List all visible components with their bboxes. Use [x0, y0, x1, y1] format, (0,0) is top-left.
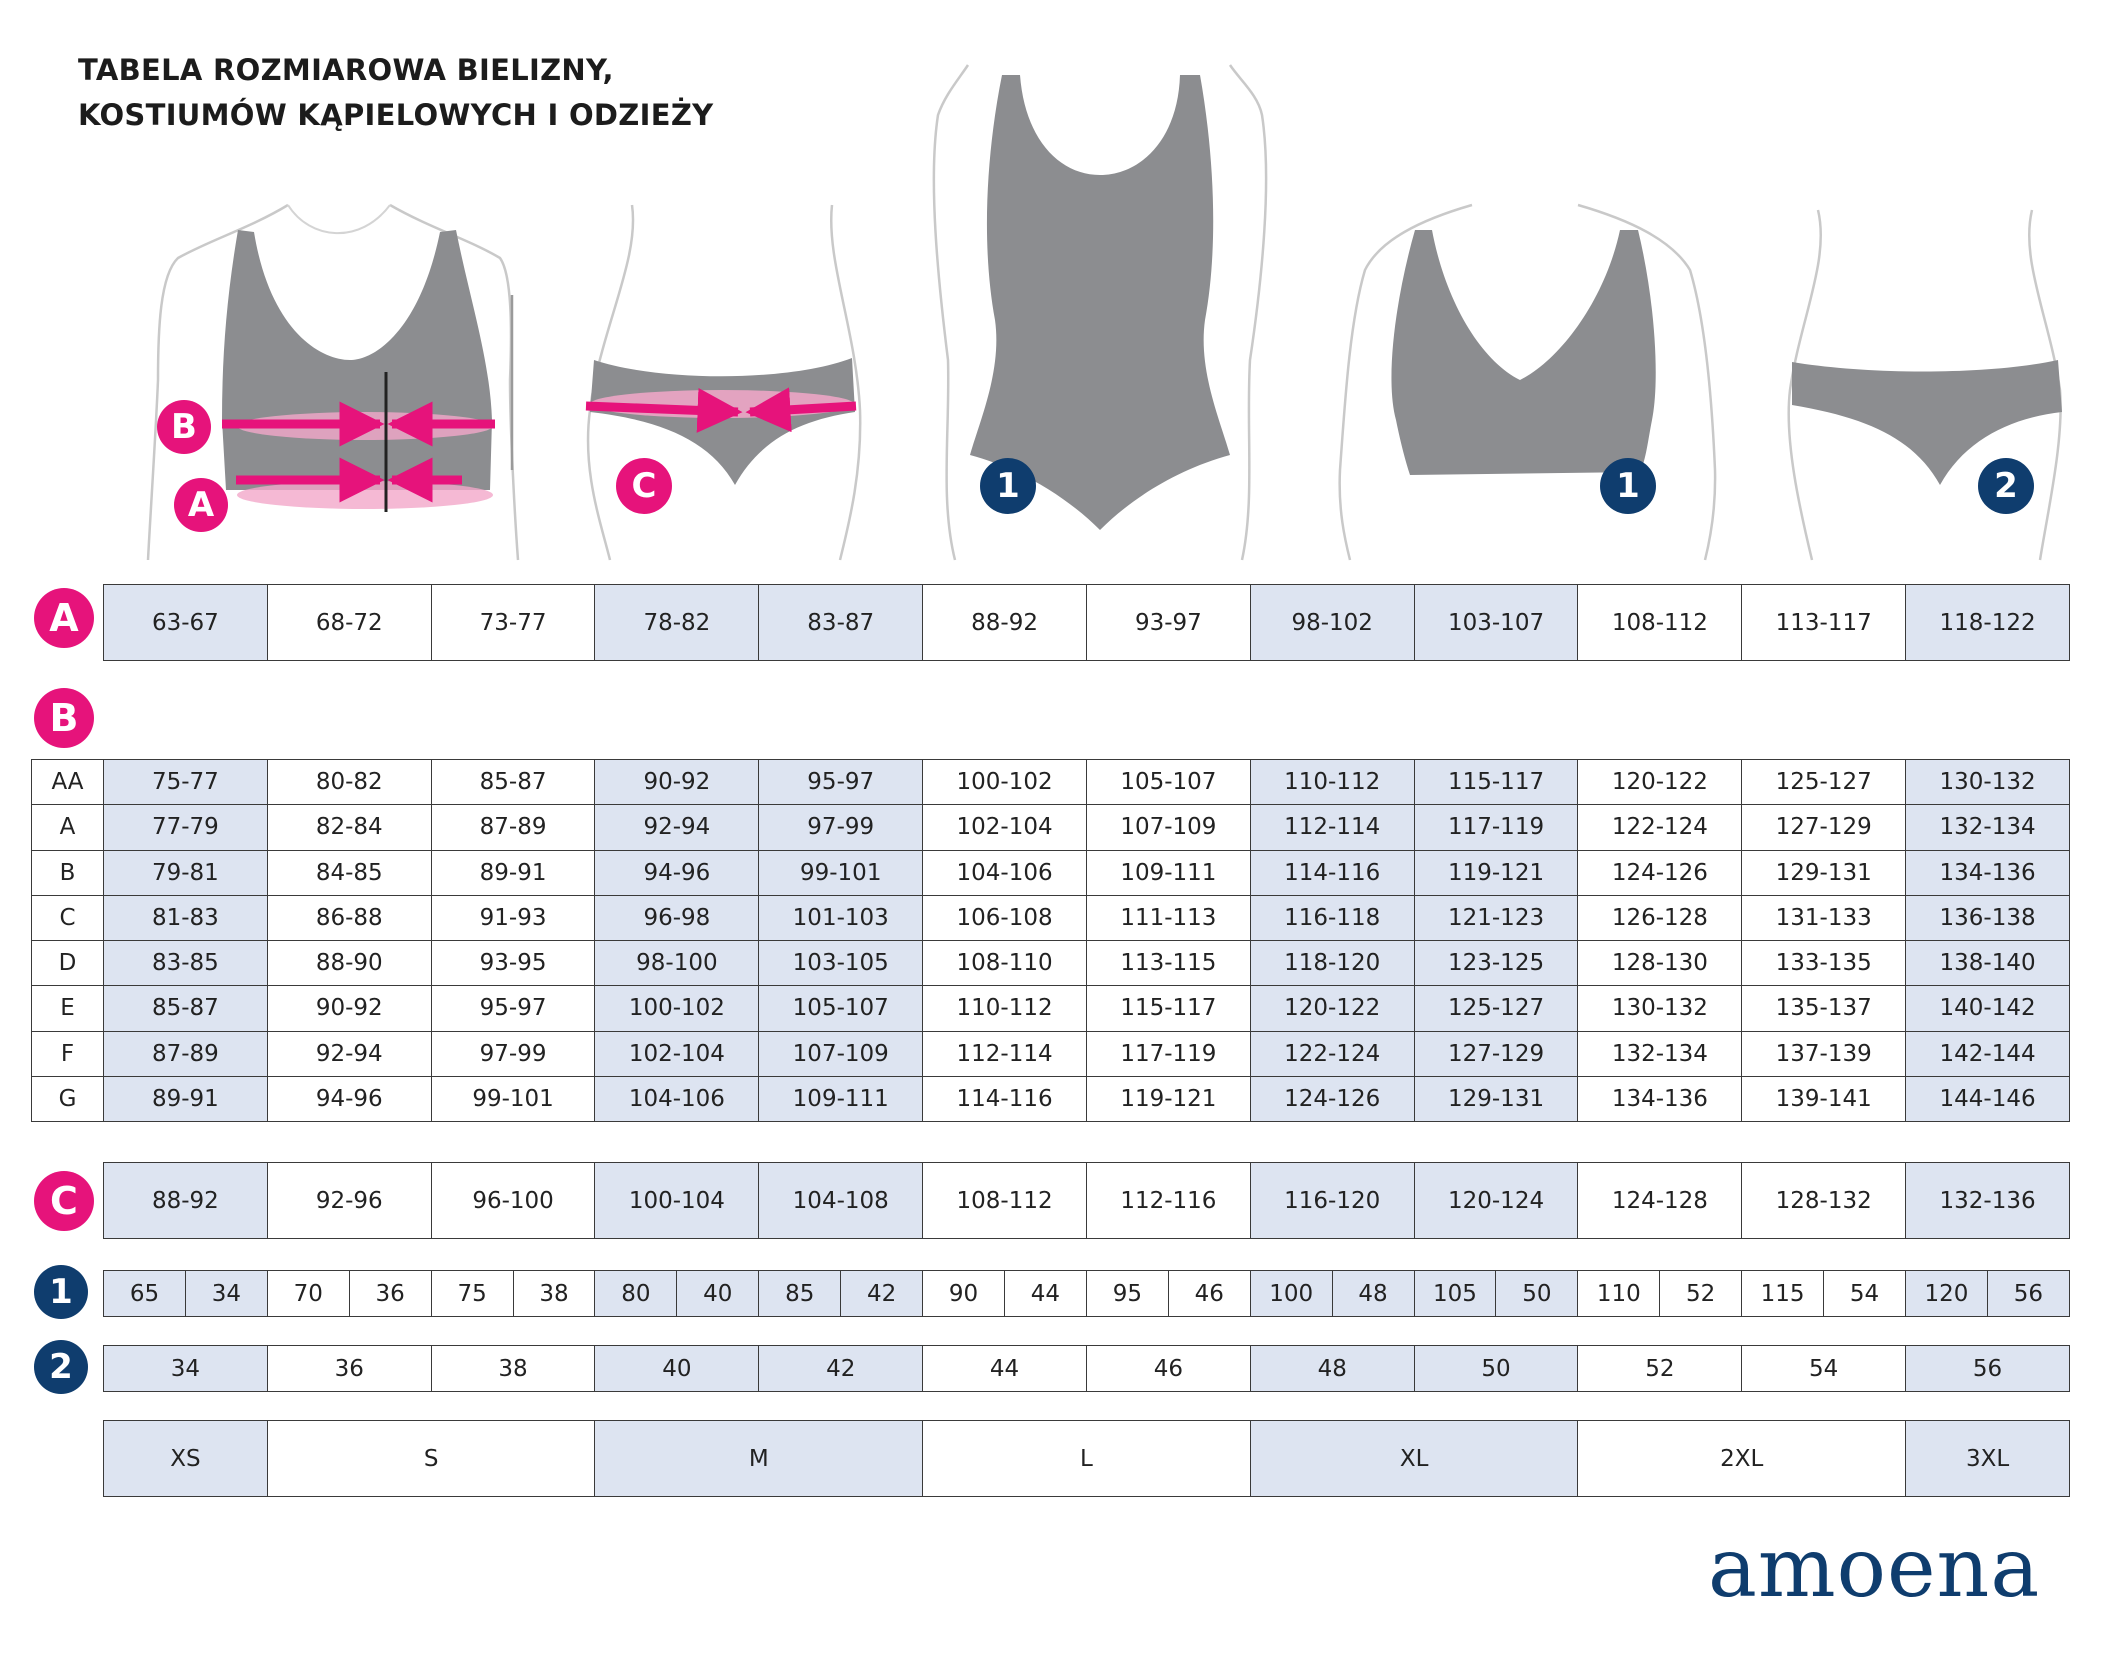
- swimwear-size-cell: 54: [1824, 1271, 1906, 1317]
- hip-cell: 92-96: [267, 1163, 431, 1239]
- bust-cell: 124-126: [1250, 1076, 1414, 1121]
- bust-cell: 124-126: [1578, 850, 1742, 895]
- bust-cell: 97-99: [431, 1031, 595, 1076]
- bust-cell: 134-136: [1578, 1076, 1742, 1121]
- badge-1-bra: 1: [1600, 458, 1656, 514]
- hip-cell: 88-92: [104, 1163, 268, 1239]
- bust-cell: 94-96: [267, 1076, 431, 1121]
- underbust-cell: 113-117: [1742, 585, 1906, 661]
- underbust-cell: 63-67: [104, 585, 268, 661]
- swimwear-size-cell: 100: [1250, 1271, 1332, 1317]
- bust-cell: 136-138: [1906, 895, 2070, 940]
- brief-size-cell: 36: [267, 1346, 431, 1392]
- hip-cell: 108-112: [923, 1163, 1087, 1239]
- swimwear-size-cell: 42: [841, 1271, 923, 1317]
- swimwear-size-cell: 50: [1496, 1271, 1578, 1317]
- brief-size-cell: 46: [1086, 1346, 1250, 1392]
- table-row: [104, 1163, 2070, 1239]
- cup-size-label: C: [32, 895, 104, 940]
- bust-cell: 107-109: [759, 1031, 923, 1076]
- bust-cell: 100-102: [595, 986, 759, 1031]
- swimwear-size-cell: 36: [349, 1271, 431, 1317]
- bust-cell: 112-114: [923, 1031, 1087, 1076]
- brief-size-cell: 56: [1906, 1346, 2070, 1392]
- bust-cell: 122-124: [1250, 1031, 1414, 1076]
- brief-size-cell: 44: [923, 1346, 1087, 1392]
- swimwear-size-cell: 70: [267, 1271, 349, 1317]
- bust-cell: 97-99: [759, 805, 923, 850]
- bust-cell: 99-101: [431, 1076, 595, 1121]
- badge-1-row: 1: [34, 1265, 88, 1319]
- bust-cell: 102-104: [923, 805, 1087, 850]
- underbust-cell: 108-112: [1578, 585, 1742, 661]
- bust-cell: 119-121: [1414, 850, 1578, 895]
- bust-cell: 121-123: [1414, 895, 1578, 940]
- bust-cell: 89-91: [104, 1076, 268, 1121]
- swimwear-size-cell: 75: [431, 1271, 513, 1317]
- bust-cell: 91-93: [431, 895, 595, 940]
- bust-cell: 104-106: [923, 850, 1087, 895]
- bust-cell: 125-127: [1742, 760, 1906, 805]
- brief-size-cell: 40: [595, 1346, 759, 1392]
- bust-cell: 126-128: [1578, 895, 1742, 940]
- bust-cell: 123-125: [1414, 941, 1578, 986]
- brief-size-cell: 42: [759, 1346, 923, 1392]
- bust-cell: 103-105: [759, 941, 923, 986]
- cup-size-label: A: [32, 805, 104, 850]
- bust-cell: 125-127: [1414, 986, 1578, 1031]
- swimwear-size-cell: 46: [1168, 1271, 1250, 1317]
- bust-cell: 142-144: [1906, 1031, 2070, 1076]
- cup-size-label: B: [32, 850, 104, 895]
- bust-cell: 144-146: [1906, 1076, 2070, 1121]
- bust-cell: 85-87: [431, 760, 595, 805]
- underbust-cell: 73-77: [431, 585, 595, 661]
- brief-size-cell: 52: [1578, 1346, 1742, 1392]
- underbust-cell: 103-107: [1414, 585, 1578, 661]
- bust-table: [31, 759, 2070, 1122]
- hip-table: [103, 1162, 2070, 1239]
- bust-cell: 105-107: [759, 986, 923, 1031]
- cup-size-label: E: [32, 986, 104, 1031]
- amoena-logo: amoena: [1708, 1521, 2041, 1616]
- bust-cell: 118-120: [1250, 941, 1414, 986]
- bust-cell: 116-118: [1250, 895, 1414, 940]
- cup-size-label: G: [32, 1076, 104, 1121]
- bust-cell: 90-92: [595, 760, 759, 805]
- swimwear-size-cell: 90: [923, 1271, 1005, 1317]
- hip-cell: 112-116: [1086, 1163, 1250, 1239]
- brief-size-cell: 54: [1742, 1346, 1906, 1392]
- bust-cell: 86-88: [267, 895, 431, 940]
- bra-figure: [1340, 205, 1715, 560]
- bust-cell: 110-112: [1250, 760, 1414, 805]
- bust-cell: 89-91: [431, 850, 595, 895]
- bust-cell: 82-84: [267, 805, 431, 850]
- badge-B-figure: B: [157, 400, 211, 454]
- swimwear-size-cell: 115: [1742, 1271, 1824, 1317]
- table-row: [32, 760, 2070, 805]
- bust-cell: 139-141: [1742, 1076, 1906, 1121]
- bust-cell: 95-97: [759, 760, 923, 805]
- brief-size-cell: 48: [1250, 1346, 1414, 1392]
- brief-size-cell: 38: [431, 1346, 595, 1392]
- title-line-2: KOSTIUMÓW KĄPIELOWYCH I ODZIEŻY: [78, 98, 714, 132]
- bust-cell: 127-129: [1414, 1031, 1578, 1076]
- size-label-table: [103, 1420, 2070, 1497]
- bust-cell: 140-142: [1906, 986, 2070, 1031]
- bust-cell: 117-119: [1086, 1031, 1250, 1076]
- brief-size-cell: 50: [1414, 1346, 1578, 1392]
- bust-cell: 95-97: [431, 986, 595, 1031]
- badge-A-figure: A: [174, 478, 228, 532]
- bust-cell: 111-113: [1086, 895, 1250, 940]
- bust-cell: 105-107: [1086, 760, 1250, 805]
- bust-cell: 87-89: [431, 805, 595, 850]
- bust-cell: 100-102: [923, 760, 1087, 805]
- table-row: [104, 1346, 2070, 1392]
- hip-cell: 128-132: [1742, 1163, 1906, 1239]
- bust-cell: 133-135: [1742, 941, 1906, 986]
- table-row: [32, 986, 2070, 1031]
- bust-cell: 110-112: [923, 986, 1087, 1031]
- brief-size-cell: 34: [104, 1346, 268, 1392]
- swimwear-size-cell: 38: [513, 1271, 595, 1317]
- bust-cell: 117-119: [1414, 805, 1578, 850]
- table-row: [104, 585, 2070, 661]
- swimwear-size-cell: 34: [185, 1271, 267, 1317]
- bust-cell: 77-79: [104, 805, 268, 850]
- bust-cell: 99-101: [759, 850, 923, 895]
- underbust-cell: 83-87: [759, 585, 923, 661]
- bust-cell: 134-136: [1906, 850, 2070, 895]
- brief-table: [103, 1345, 2070, 1392]
- garment-illustrations: [0, 0, 2110, 570]
- table-row: [32, 941, 2070, 986]
- badge-1-swimsuit: 1: [980, 458, 1036, 514]
- badge-2-brief: 2: [1978, 458, 2034, 514]
- swimwear-size-cell: 52: [1660, 1271, 1742, 1317]
- swimwear-size-cell: 48: [1332, 1271, 1414, 1317]
- bust-cell: 106-108: [923, 895, 1087, 940]
- hip-cell: 116-120: [1250, 1163, 1414, 1239]
- swimwear-size-cell: 65: [104, 1271, 186, 1317]
- bust-cell: 109-111: [1086, 850, 1250, 895]
- hip-cell: 120-124: [1414, 1163, 1578, 1239]
- bust-cell: 80-82: [267, 760, 431, 805]
- bust-cell: 114-116: [923, 1076, 1087, 1121]
- underbust-cell: 68-72: [267, 585, 431, 661]
- bust-cell: 115-117: [1414, 760, 1578, 805]
- badge-2-row: 2: [34, 1340, 88, 1394]
- size-label-cell: XS: [104, 1421, 268, 1497]
- bust-cell: 79-81: [104, 850, 268, 895]
- bust-cell: 109-111: [759, 1076, 923, 1121]
- bust-cell: 115-117: [1086, 986, 1250, 1031]
- bust-cell: 96-98: [595, 895, 759, 940]
- bust-cell: 120-122: [1250, 986, 1414, 1031]
- bust-cell: 129-131: [1414, 1076, 1578, 1121]
- underbust-cell: 98-102: [1250, 585, 1414, 661]
- bust-cell: 90-92: [267, 986, 431, 1031]
- badge-B-row: B: [34, 688, 94, 748]
- title-line-1: TABELA ROZMIAROWA BIELIZNY,: [78, 53, 614, 87]
- bust-cell: 107-109: [1086, 805, 1250, 850]
- bust-cell: 92-94: [595, 805, 759, 850]
- underbust-cell: 118-122: [1906, 585, 2070, 661]
- table-row: [32, 895, 2070, 940]
- swimwear-size-cell: 85: [759, 1271, 841, 1317]
- bust-cell: 85-87: [104, 986, 268, 1031]
- bust-cell: 87-89: [104, 1031, 268, 1076]
- swimwear-size-cell: 44: [1004, 1271, 1086, 1317]
- swimwear-size-cell: 56: [1987, 1271, 2069, 1317]
- bust-cell: 94-96: [595, 850, 759, 895]
- hip-cell: 100-104: [595, 1163, 759, 1239]
- cup-size-label: D: [32, 941, 104, 986]
- badge-A-row: A: [34, 588, 94, 648]
- bust-cell: 93-95: [431, 941, 595, 986]
- bust-cell: 101-103: [759, 895, 923, 940]
- size-label-cell: S: [267, 1421, 595, 1497]
- swimwear-size-cell: 95: [1086, 1271, 1168, 1317]
- bust-cell: 137-139: [1742, 1031, 1906, 1076]
- size-label-cell: 3XL: [1906, 1421, 2070, 1497]
- underbust-cell: 78-82: [595, 585, 759, 661]
- bust-cell: 129-131: [1742, 850, 1906, 895]
- bust-cell: 135-137: [1742, 986, 1906, 1031]
- table-row: [32, 1076, 2070, 1121]
- bust-cell: 120-122: [1578, 760, 1742, 805]
- bust-cell: 130-132: [1578, 986, 1742, 1031]
- bust-cell: 130-132: [1906, 760, 2070, 805]
- bust-cell: 132-134: [1906, 805, 2070, 850]
- bust-cell: 108-110: [923, 941, 1087, 986]
- hip-cell: 104-108: [759, 1163, 923, 1239]
- bust-cell: 132-134: [1578, 1031, 1742, 1076]
- bust-cell: 92-94: [267, 1031, 431, 1076]
- badge-C-figure: C: [616, 458, 672, 514]
- bust-cell: 114-116: [1250, 850, 1414, 895]
- bust-cell: 83-85: [104, 941, 268, 986]
- bust-cell: 113-115: [1086, 941, 1250, 986]
- table-row: [32, 805, 2070, 850]
- bust-cell: 119-121: [1086, 1076, 1250, 1121]
- swimwear-size-cell: 40: [677, 1271, 759, 1317]
- size-label-cell: XL: [1250, 1421, 1578, 1497]
- bust-cell: 138-140: [1906, 941, 2070, 986]
- swimwear-size-cell: 80: [595, 1271, 677, 1317]
- hip-cell: 124-128: [1578, 1163, 1742, 1239]
- hip-cell: 132-136: [1906, 1163, 2070, 1239]
- table-row: [104, 1271, 2070, 1317]
- underbust-cell: 88-92: [923, 585, 1087, 661]
- bust-cell: 122-124: [1578, 805, 1742, 850]
- bust-cell: 98-100: [595, 941, 759, 986]
- size-label-cell: 2XL: [1578, 1421, 1906, 1497]
- bust-cell: 81-83: [104, 895, 268, 940]
- table-row: [32, 850, 2070, 895]
- table-row: [104, 1421, 2070, 1497]
- table-row: [32, 1031, 2070, 1076]
- bust-cell: 104-106: [595, 1076, 759, 1121]
- swimwear-size-cell: 120: [1905, 1271, 1987, 1317]
- swimwear-bra-table: [103, 1270, 2070, 1317]
- badge-C-row: C: [34, 1171, 94, 1231]
- bust-cell: 75-77: [104, 760, 268, 805]
- bust-cell: 102-104: [595, 1031, 759, 1076]
- bust-cell: 84-85: [267, 850, 431, 895]
- underbust-cell: 93-97: [1086, 585, 1250, 661]
- bust-cell: 127-129: [1742, 805, 1906, 850]
- bust-cell: 112-114: [1250, 805, 1414, 850]
- bust-cell: 128-130: [1578, 941, 1742, 986]
- size-label-cell: M: [595, 1421, 923, 1497]
- hip-cell: 96-100: [431, 1163, 595, 1239]
- cup-size-label: F: [32, 1031, 104, 1076]
- underbust-table: [103, 584, 2070, 661]
- bust-cell: 131-133: [1742, 895, 1906, 940]
- swimwear-size-cell: 105: [1414, 1271, 1496, 1317]
- cup-size-label: AA: [32, 760, 104, 805]
- swimwear-size-cell: 110: [1578, 1271, 1660, 1317]
- bust-cell: 88-90: [267, 941, 431, 986]
- size-label-cell: L: [923, 1421, 1251, 1497]
